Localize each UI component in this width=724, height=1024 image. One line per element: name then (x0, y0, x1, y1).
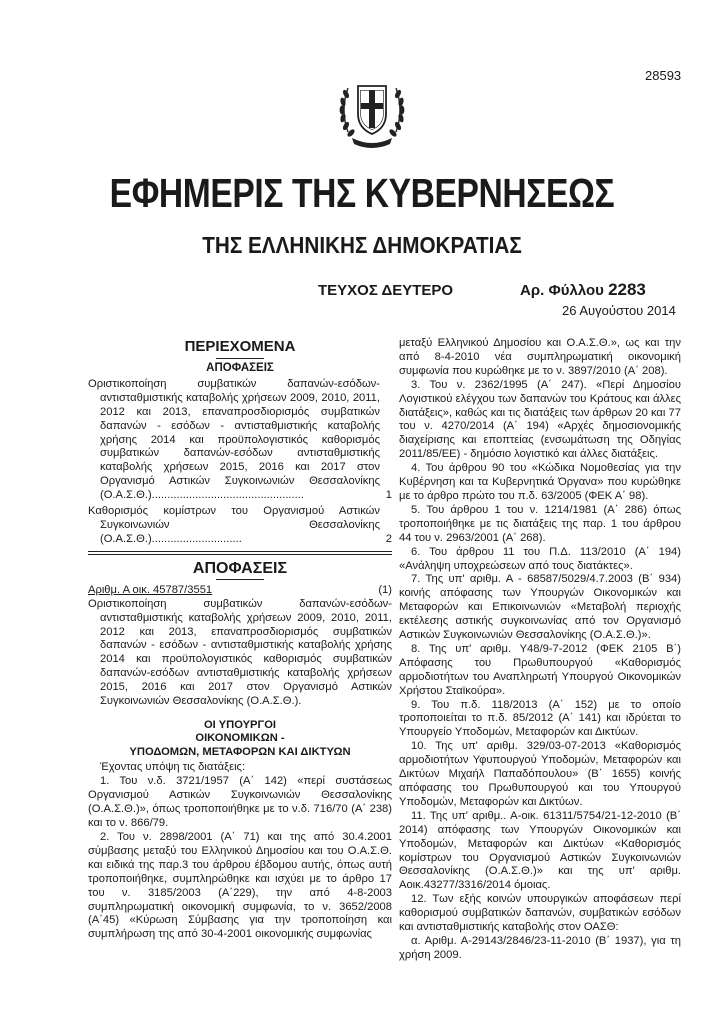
toc-item-page: 1 (385, 489, 392, 502)
page-number: 28593 (645, 68, 682, 83)
body-paragraph: 2. Του ν. 2898/2001 (Α΄ 71) και της από 30.4.2001 σύμβασης μεταξύ του Ελληνικού Δημοσίου και του Ο.Α.Σ.Θ. και ειδικά της παρ.3 του άρθρου έβδομου αυτής, όπως αυτή τροποποιήθηκε, συμπληρώθηκε και ισχύει με το άρθρο 17 του ν. 3185/2003 (Α΄229), την από 4-8-2003 συμπληρωματική οικονομική συμφωνία, το ν. 3652/2008 (Α΄45) «Κύρωση Σύμβασης για την τροποποίηση και συμπλήρωση της από 30-4-2001 οικονομικής συμφωνίας (88, 830, 392, 941)
coat-of-arms-icon (338, 70, 406, 154)
left-column (88, 338, 392, 942)
issue-label: ΤΕΥΧΟΣ ΔΕΥΤΕΡΟ (318, 282, 454, 299)
ministers-line: ΟΙΚΟΝΟΜΙΚΩΝ - (195, 732, 285, 745)
body-paragraph: 12. Των εξής κοινών υπουργικών αποφάσεων περί καθορισμού συμβατικών δαπανών, συμβατικών εσόδων και αντισταθμιστικής καταβολής στον ΟΑΣΘ: (399, 893, 681, 934)
ministers-line: ΟΙ ΥΠΟΥΡΓΟΙ (203, 718, 277, 731)
decision-subject: Οριστικοποίηση συμβατικών δαπανών-εσόδων-αντισταθμιστικής καταβολής χρήσεων 2009, 2010, 2011, 2012 και 2013, επαναπροσδιορισμός συμβατικών δαπανών - εσόδων - αντισταθμιστικής καταβολής χρήσης 2014 και προϋπολογιστικός καθορισμός συμβατικών δαπανών-εσόδων αντισταθμιστικής καταβολής χρήσεων 2015, 2016 και 2017 στον Οργανισμό Αστικών Συγκοινωνιών Θεσσαλονίκης (Ο.Α.Σ.Θ.). (88, 597, 392, 708)
toc-item-text: Οριστικοποίηση συμβατικών δαπανών-εσόδων-αντισταθμιστικής καταβολής χρήσεων 2009, 2010, 2011, 2012 και 2013, επαναπροσδιορισμός συμβατικών δαπανών - εσόδων - αντισταθμιστικής καταβολής χρήσης 2014 και προϋπολογιστικός καθορισμός συμβατικών δαπανών-εσόδων αντισταθμιστικής καταβολής χρήσεων 2015, 2016 και 2017 στον Οργανισμό Αστικών Συγκοινωνιών Θεσσαλονίκης (Ο.Α.Σ.Θ.)................................................. (88, 377, 380, 502)
body-paragraph: 11. Της υπ' αριθμ.. Α-οικ. 61311/5754/21-12-2010 (Β΄ 2014) απόφασης των Υπουργών Οικονομικών και Υποδομών, Μεταφορών και Δικτύων «Καθορισμός κομίστρων του Οργανισμού Αστικών Συγκοινωνιών Θεσσαλονίκης (Ο.Α.Σ.Θ.)» και της υπ' αριθμ. Αοικ.43277/3316/2014 όμοιας. (399, 809, 681, 892)
body-paragraph: 3. Του ν. 2362/1995 (Α΄ 247). «Περί Δημοσίου Λογιστικού ελέγχου των δαπανών του Κράτους και άλλες διατάξεις», καθώς και τις διατάξεις των άρθρων 20 και 77 του ν. 4270/2014 (Α΄ 194) «Αρχές δημοσιονομικής διαχείρισης και εποπτείας (ενσωμάτωση της Οδηγίας 2011/85/ΕΕ) - δημόσιο λογιστικό και άλλες διατάξεις. (399, 378, 681, 461)
toc-item (88, 378, 392, 503)
ministers-line: ΥΠΟΔΟΜΩΝ, ΜΕΤΑΦΟΡΩΝ ΚΑΙ ΔΙΚΤΥΩΝ (129, 745, 351, 758)
body-paragraph: 6. Του άρθρου 11 του Π.Δ. 113/2010 (Α΄ 194) «Ανάληψη υποχρεώσεων από τους διατάκτες». (399, 545, 681, 572)
sheet-label: Αρ. Φύλλου (520, 282, 604, 299)
toc-section: ΑΠΟΦΑΣΕΙΣ (206, 362, 274, 374)
divider (88, 554, 392, 555)
body-paragraph: 9. Του π.δ. 118/2013 (Α΄ 152) με το οποίο τροποποιείται το π.δ. 85/2012 (Α΄ 141) και ιδρύεται το Υπουργείο Υποδομών, Μεταφορών και Δικτύων. (399, 698, 681, 739)
body-paragraph: α. Αριθμ. Α-29143/2846/23-11-2010 (Β΄ 1937), για τη χρήση 2009. (399, 934, 681, 961)
toc-item-text: Καθορισμός κομίστρων του Οργανισμού Αστικών Συγκοινωνιών Θεσσαλονίκης (Ο.Α.Σ.Θ.)............................. (88, 505, 380, 545)
decision-ref-number: Αριθμ. Α οικ. 45787/3551 (88, 583, 213, 596)
divider (88, 551, 392, 552)
right-column (399, 337, 681, 963)
sheet-number-value: 2283 (608, 280, 646, 299)
toc-item-page: 2 (385, 532, 392, 545)
intro-paragraph: Έχοντας υπόψη τις διατάξεις: (100, 761, 246, 774)
toc-title: ΠΕΡΙΕΧΟΜΕΝΑ (184, 338, 296, 355)
body-paragraph: 8. Της υπ' αριθμ. Υ48/9-7-2012 (ΦΕΚ 2105 Β΄) Απόφασης του Πρωθυπουργού «Καθορισμός αρμοδιοτήτων του Αναπληρωτή Υπουργού Οικονομικών Χρήστου Σταϊκούρα». (399, 642, 681, 697)
body-paragraph: 1. Του ν.δ. 3721/1957 (Α΄ 142) «περί συστάσεως Οργανισμού Αστικών Συγκοινωνιών Θεσσαλονίκης (Ο.Α.Σ.Θ.)», όπως τροποποιήθηκε με το ν.δ. 716/70 (Α΄ 238) και το ν. 866/79. (88, 775, 392, 830)
body-paragraph: 4. Του άρθρου 90 του «Κώδικα Νομοθεσίας για την Κυβέρνηση και τα Κυβερνητικά Όργανα» που κυρώθηκε με το άρθρο πρώτο του π.δ. 63/2005 (ΦΕΚ Α΄ 98). (399, 462, 681, 502)
body-paragraph: 7. Της υπ' αριθμ. Α - 68587/5029/4.7.2003 (Β΄ 934) κοινής απόφασης των Υπουργών Οικονομικών και Μεταφορών και Επικοινωνιών «Μεταβολή περιοχής εκτέλεσης αστικής συγκοινωνίας από τον Οργανισμό Αστικών Συγκοινωνιών Θεσσαλονίκης (Ο.Α.Σ.Θ.)». (399, 573, 681, 642)
sheet-number (520, 280, 646, 300)
body-paragraph: 10. Της υπ' αριθμ. 329/03-07-2013 «Καθορισμός αρμοδιοτήτων Υφυπουργού Υποδομών, Μεταφορών και Δικτύων Μιχαήλ Παπαδόπουλου» (Β΄ 1655) κοινής απόφασης του Πρωθυπουργού και του Υπουργού Υποδομών, Μεταφορών και Δικτύων. (399, 740, 681, 808)
body-paragraph: μεταξύ Ελληνικού Δημοσίου και Ο.Α.Σ.Θ.», ως και την από 8-4-2010 νέα συμπληρωματική οικονομική συμφωνία που κυρώθηκε με το ν. 3897/2010 (Α΄ 208). (399, 337, 681, 377)
toc-item (88, 505, 392, 547)
decision-ref-index: (1) (378, 583, 392, 596)
decisions-heading: ΑΠΟΦΑΣΕΙΣ (192, 559, 288, 577)
decision-reference (88, 584, 392, 598)
gazette-title: ΕΦΗΜΕΡΙΣ ΤΗΣ ΚΥΒΕΡΝΗΣΕΩΣ (109, 170, 615, 216)
ministers-heading (88, 719, 392, 760)
divider (216, 358, 264, 359)
gazette-subtitle: ΤΗΣ ΕΛΛΗΝΙΚΗΣ ΔΗΜΟΚΡΑΤΙΑΣ (202, 232, 522, 258)
divider (216, 579, 264, 580)
body-paragraph: 5. Του άρθρου 1 του ν. 1214/1981 (Α΄ 286) όπως τροποποιήθηκε με τις διατάξεις της παρ. 1 του άρθρου 44 του ν. 2963/2001 (Α΄ 268). (399, 503, 681, 544)
issue-date: 26 Αυγούστου 2014 (562, 303, 676, 318)
